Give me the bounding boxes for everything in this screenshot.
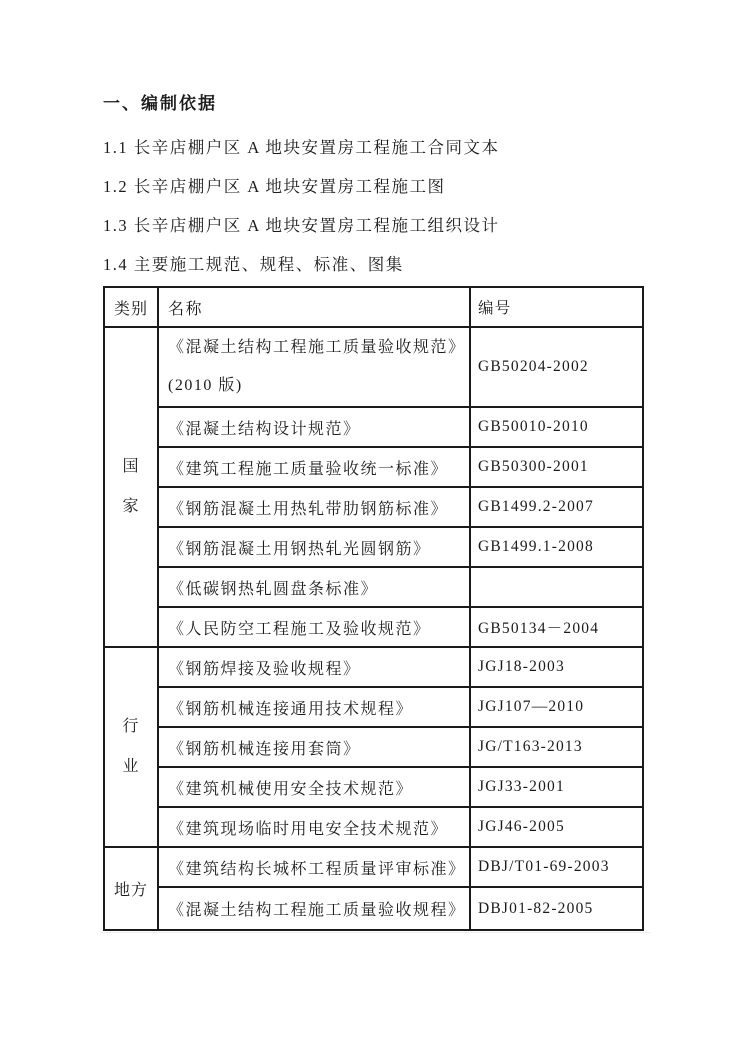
code-cell: GB1499.2-2007: [470, 487, 643, 527]
table-header-row: [104, 287, 643, 327]
name-cell: 《混凝土结构设计规范》: [158, 407, 470, 447]
paragraph-1-4: 1.4 主要施工规范、规程、标准、图集: [103, 255, 404, 274]
table-row: [104, 527, 643, 567]
table-row: [104, 847, 643, 887]
name-cell: [158, 327, 470, 407]
table-row: [104, 487, 643, 527]
table-row: [104, 687, 643, 727]
code-cell: DBJ01-82-2005: [470, 887, 643, 930]
category-label: 行业: [122, 718, 140, 775]
table-row: [104, 727, 643, 767]
code-cell: GB50134－2004: [470, 607, 643, 647]
table-row: [104, 607, 643, 647]
category-cell-local: [104, 847, 158, 930]
paragraph-1-3: 1.3 长辛店棚户区 A 地块安置房工程施工组织设计: [103, 216, 500, 235]
table-header-category: 类别: [104, 287, 158, 327]
table-row: [104, 807, 643, 847]
code-cell: JGJ18-2003: [470, 647, 643, 687]
table-row: [104, 767, 643, 807]
name-cell: 《钢筋机械连接用套筒》: [158, 727, 470, 767]
name-cell: 《建筑结构长城杯工程质量评审标准》: [158, 847, 470, 887]
standard-name-line1: 《混凝土结构工程施工质量验收规范》: [168, 339, 466, 356]
code-cell: GB1499.1-2008: [470, 527, 643, 567]
category-label: 地方: [113, 882, 148, 899]
category-cell-industry: [104, 647, 158, 847]
table-header-name: 名称: [158, 287, 470, 327]
code-cell: GB50204-2002: [470, 327, 643, 407]
table-row: [104, 567, 643, 607]
standards-table: [103, 286, 644, 931]
table-row: [104, 407, 643, 447]
category-cell-national: [104, 327, 158, 647]
name-cell: 《人民防空工程施工及验收规范》: [158, 607, 470, 647]
code-cell: [470, 567, 643, 607]
paragraph-1-2: 1.2 长辛店棚户区 A 地块安置房工程施工图: [103, 177, 446, 196]
table-row: [104, 327, 643, 407]
code-cell: JGJ46-2005: [470, 807, 643, 847]
table-header-code: 编号: [470, 287, 643, 327]
name-cell: 《钢筋机械连接通用技术规程》: [158, 687, 470, 727]
standard-name-line2: (2010 版): [168, 377, 243, 394]
name-cell: 《钢筋混凝土用热轧带肋钢筋标准》: [158, 487, 470, 527]
table-row: [104, 647, 643, 687]
code-cell: GB50300-2001: [470, 447, 643, 487]
category-label: 国家: [122, 458, 140, 515]
paragraph-1-1: 1.1 长辛店棚户区 A 地块安置房工程施工合同文本: [103, 138, 500, 157]
table-row: [104, 887, 643, 930]
name-cell: 《建筑工程施工质量验收统一标准》: [158, 447, 470, 487]
section-heading: 一、编制依据: [103, 94, 217, 113]
table-row: [104, 447, 643, 487]
scan-artifact-line: [100, 932, 650, 933]
code-cell: GB50010-2010: [470, 407, 643, 447]
name-cell: 《钢筋混凝土用钢热轧光圆钢筋》: [158, 527, 470, 567]
name-cell: 《钢筋焊接及验收规程》: [158, 647, 470, 687]
name-cell: 《建筑现场临时用电安全技术规范》: [158, 807, 470, 847]
code-cell: JG/T163-2013: [470, 727, 643, 767]
code-cell: JGJ33-2001: [470, 767, 643, 807]
name-cell: 《建筑机械使用安全技术规范》: [158, 767, 470, 807]
name-cell: 《混凝土结构工程施工质量验收规程》: [158, 887, 470, 930]
name-cell: 《低碳钢热轧圆盘条标准》: [158, 567, 470, 607]
code-cell: JGJ107—2010: [470, 687, 643, 727]
code-cell: DBJ/T01-69-2003: [470, 847, 643, 887]
